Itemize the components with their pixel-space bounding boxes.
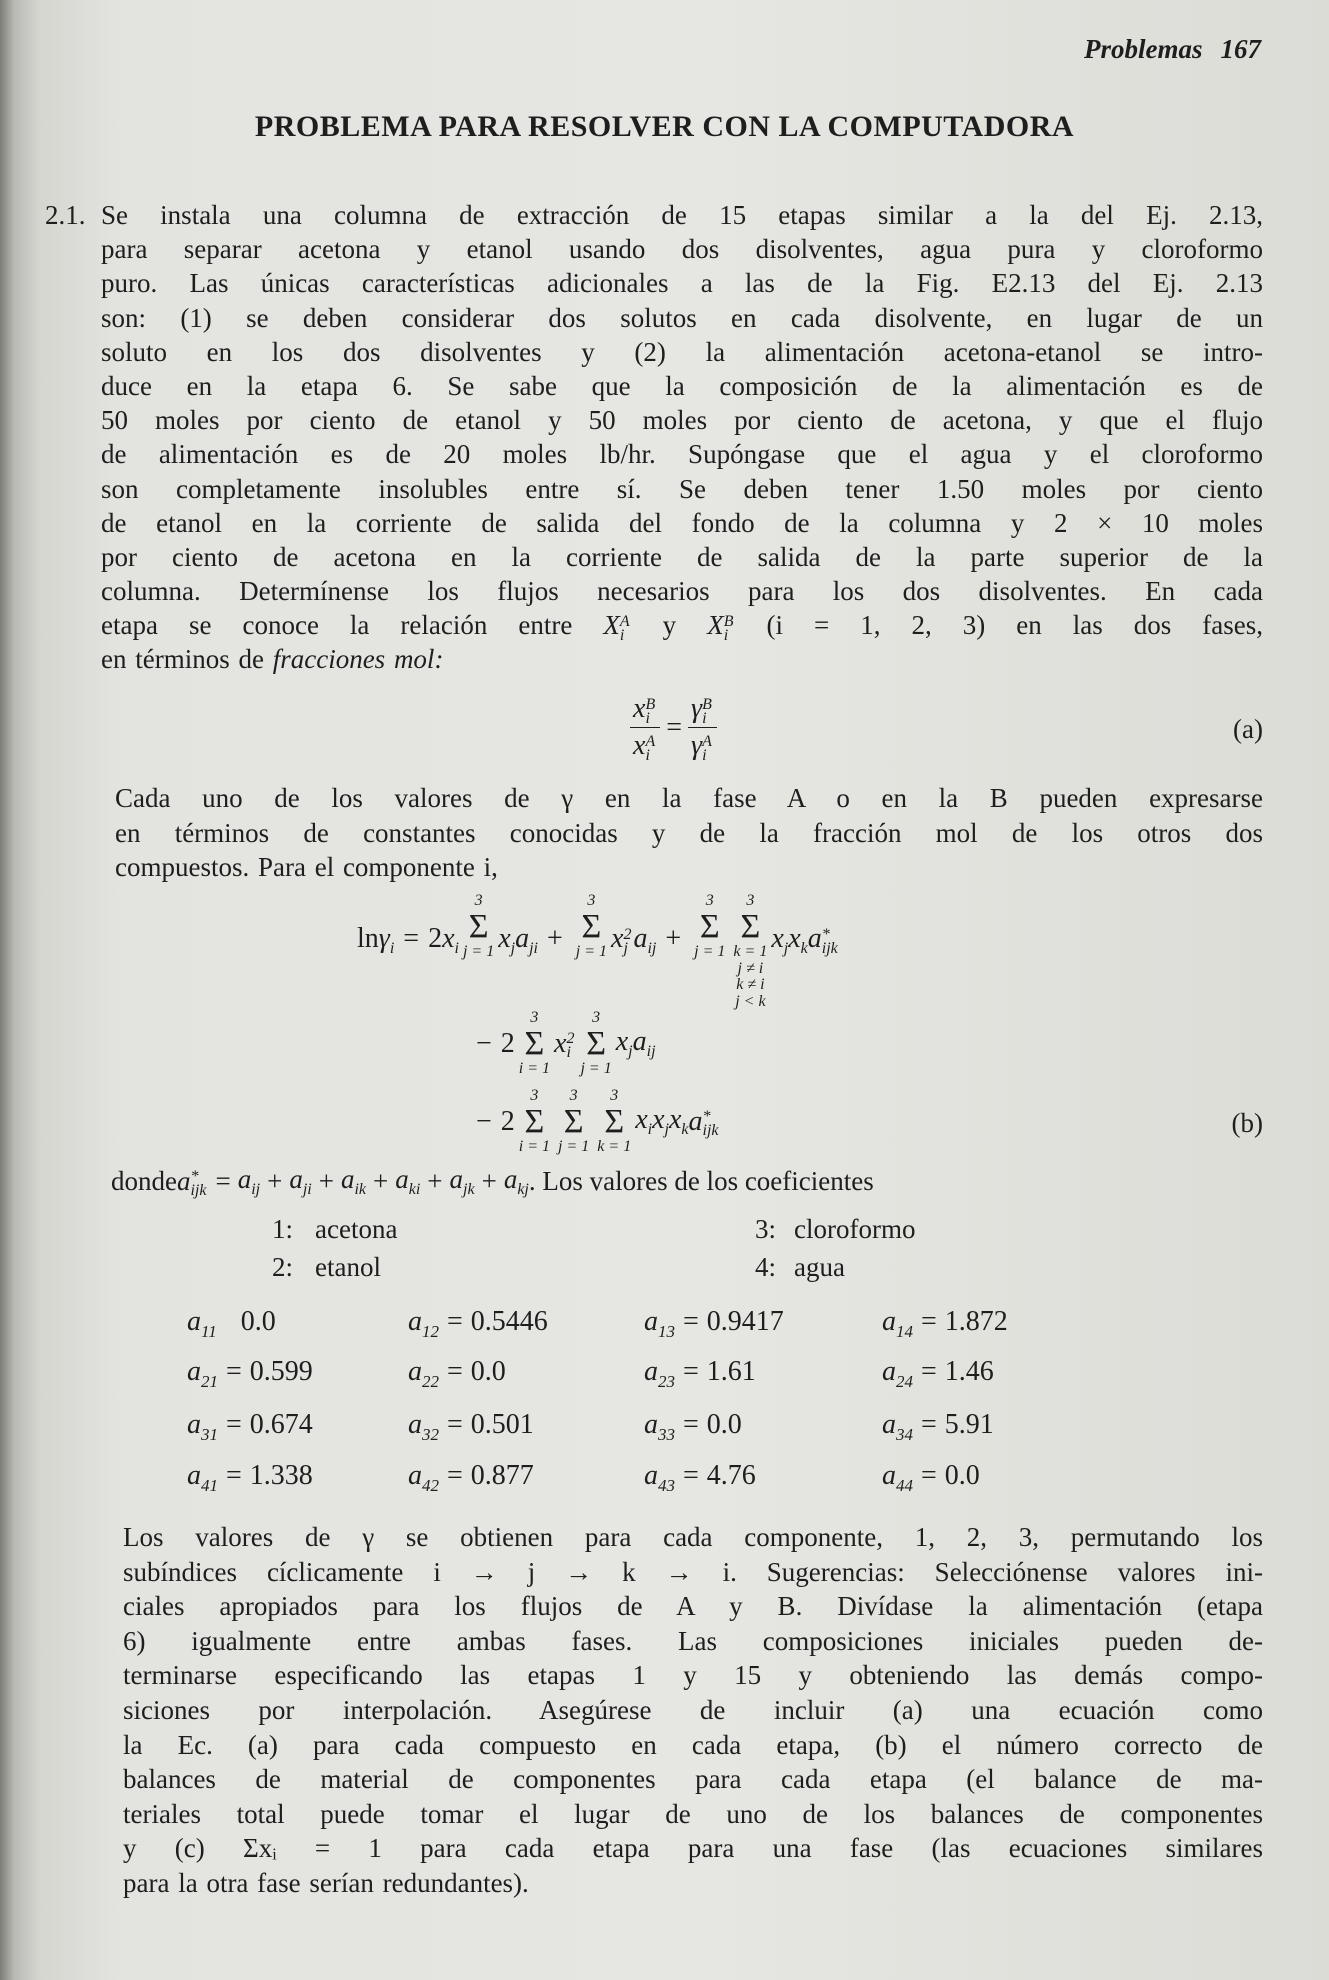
operator: + [427, 1166, 443, 1196]
subscript: j [628, 1043, 633, 1061]
coefficient-symbol: a [187, 1409, 201, 1440]
component-3: 3: cloroformo [755, 1214, 916, 1244]
coefficient-value: 1.46 [944, 1356, 994, 1387]
paragraph-line: por ciento de acetona en la corriente de salida de la parte superior de la [101, 541, 1263, 572]
math-variable [611, 923, 633, 955]
paragraph-line: subíndices cíclicamente i → j → k → i. Sugerencias: Selecciónense valores ini- [123, 1556, 1263, 1587]
math-variable [633, 923, 656, 958]
paragraph-line: son completamente insolubles entre sí. Se deben tener 1.50 moles por ciento [101, 473, 1263, 504]
operator: + [665, 923, 682, 954]
equation-label-a: (a) [1233, 714, 1263, 744]
paragraph-line: la Ec. (a) para cada compuesto en cada etapa, (b) el número correcto de [123, 1729, 1263, 1760]
equals-sign: = [447, 1460, 463, 1491]
coefficient-subscript: 43 [658, 1476, 675, 1495]
superscript: * [190, 1168, 199, 1186]
subscript: i [702, 709, 707, 727]
subscript: i [454, 940, 459, 957]
coefficient-subscript: 31 [201, 1425, 218, 1444]
subscript: k [800, 940, 808, 957]
equals-sign: = [447, 1409, 463, 1440]
coefficient-subscript: 33 [658, 1425, 675, 1444]
coefficient-symbol: a [408, 1306, 422, 1337]
paragraph-3 [123, 1520, 1263, 1901]
variable-symbol: a [289, 1164, 303, 1194]
subscript: j [623, 939, 628, 957]
summation [558, 1088, 589, 1156]
sum-lower-limit: k ≠ i [736, 976, 765, 994]
variable-symbol: x [788, 923, 801, 954]
coefficient-cell [882, 1356, 994, 1392]
sum-lower-limit: j = 1 [580, 1059, 612, 1077]
coefficient-value: 1.338 [249, 1460, 313, 1491]
equals-sign: = [921, 1306, 937, 1337]
superscript: B [702, 695, 712, 713]
coefficient-subscript: 34 [896, 1425, 913, 1444]
coefficient-cell [644, 1306, 784, 1342]
superscript: * [702, 1108, 711, 1126]
equation-label-b: (b) [1231, 1108, 1263, 1138]
variable-symbol: x [635, 1104, 648, 1136]
paragraph-line: terminarse especificando las etapas 1 y 15 y obteniendo las demás compo- [123, 1660, 1263, 1691]
subscript: i [566, 1044, 571, 1062]
variable-symbol: x [615, 1026, 629, 1058]
subscript: i [702, 746, 707, 764]
math-variable [652, 1104, 669, 1139]
coefficient-value: 0.0 [706, 1409, 742, 1440]
math-x-a: X A i [603, 610, 630, 645]
sup-sub [702, 1108, 719, 1140]
math-variable [238, 1164, 260, 1199]
sum-upper-limit: 3 [474, 892, 483, 909]
summation [463, 893, 494, 961]
coefficient-symbol: a [882, 1409, 896, 1440]
subscript: jk [463, 1181, 475, 1198]
variable-symbol: γ [691, 693, 703, 724]
paragraph-line: balances de material de componentes para cada etapa (el balance de ma- [123, 1764, 1263, 1795]
coefficient-symbol: a [644, 1306, 658, 1337]
paragraph-line [101, 608, 1264, 645]
coefficient-value: 5.91 [944, 1409, 994, 1440]
coefficient-value: 0.501 [470, 1409, 534, 1440]
variable-symbol: x [442, 923, 455, 954]
subscript: j [510, 940, 516, 957]
math-text: . Los valores de los coeficientes [528, 1166, 874, 1196]
sup-sub [702, 734, 712, 762]
paragraph-line: teriales total puede tomar el lugar de uno de los balances de componentes [123, 1798, 1263, 1829]
coefficient-value: 0.877 [470, 1460, 534, 1491]
coefficient-subscript: 32 [422, 1425, 439, 1444]
sigma-symbol: Σ [468, 907, 489, 945]
superscript: 2 [623, 925, 632, 943]
variable-symbol: x [554, 1027, 567, 1059]
coefficient-subscript: 24 [896, 1372, 913, 1391]
subscript: ki [408, 1181, 421, 1198]
coefficient-cell [882, 1409, 994, 1445]
summation [733, 893, 767, 1011]
operator: − [476, 1027, 492, 1059]
math-variable [450, 1164, 475, 1199]
variable-symbol: a [688, 1105, 703, 1137]
summation [576, 893, 607, 961]
coefficient-value: 0.0 [470, 1356, 506, 1387]
coefficient-subscript: 11 [201, 1322, 217, 1341]
subscript: ji [529, 940, 538, 957]
equals-sign: = [921, 1460, 937, 1491]
variable-symbol: a [632, 1026, 647, 1058]
math-variable [395, 1164, 420, 1199]
section-name: Problemas [1084, 34, 1203, 64]
variable-symbol: a [515, 923, 530, 954]
coefficient-cell [644, 1460, 756, 1496]
math-variable [691, 730, 714, 764]
subscript: ijk [702, 1122, 719, 1140]
coefficient-value: 0.0 [944, 1460, 980, 1491]
component-1: 1: acetona [272, 1214, 398, 1244]
paragraph-line: para separar acetona y etanol usando dos disolventes, agua pura y cloroformo [101, 234, 1263, 265]
coefficient-subscript: 21 [201, 1372, 218, 1391]
sum-lower-limit: j = 1 [694, 942, 726, 960]
variable-symbol: x [611, 923, 624, 954]
coefficient-subscript: 13 [658, 1322, 675, 1341]
sum-lower-limit: j = 1 [558, 1137, 590, 1155]
equals-sign: = [921, 1409, 937, 1440]
equals-sign: = [683, 1409, 699, 1440]
sum-lower-limit: k = 1 [597, 1137, 632, 1155]
sum-upper-limit: 3 [530, 1009, 539, 1026]
variable-symbol: a [503, 1164, 518, 1194]
paragraph-line: son: (1) se deben considerar dos solutos en cada disolvente, en lugar de un [101, 302, 1263, 333]
coefficient-cell [408, 1306, 548, 1342]
component-2: 2: etanol [272, 1252, 381, 1282]
coefficient-value: 4.76 [706, 1460, 756, 1491]
summation [580, 1010, 611, 1078]
math-variable [689, 1106, 721, 1138]
math-variable [788, 923, 808, 958]
equals-sign: = [921, 1356, 937, 1387]
sup-sub [645, 697, 655, 725]
math-variable [554, 1028, 576, 1060]
math-variable [616, 1026, 633, 1061]
variable-symbol: x [633, 730, 646, 761]
paragraph-line: 6) igualmente entre ambas fases. Las composiciones iniciales pueden de- [123, 1625, 1263, 1656]
subscript: j [664, 1121, 669, 1139]
math-variable [633, 730, 657, 764]
subscript: ij [647, 940, 657, 957]
coefficient-subscript: 44 [896, 1476, 913, 1495]
equals-sign: = [683, 1356, 699, 1387]
sum-upper-limit: 3 [705, 892, 714, 909]
page-number: 167 [1220, 34, 1261, 64]
paragraph-1 [101, 198, 1263, 677]
equation-b-line-3 [467, 1088, 721, 1156]
coefficient-value: 0.674 [249, 1409, 313, 1440]
sigma-symbol: Σ [563, 1102, 584, 1140]
paragraph-line: puro. Las únicas características adicionales a las de la Fig. E2.13 del Ej. 2.13 [101, 268, 1263, 299]
subscript: i [645, 746, 650, 764]
paragraph-line: soluto en los dos disolventes y (2) la alimentación acetona-etanol se intro- [101, 336, 1263, 367]
text-segment: en términos de [101, 644, 264, 675]
sigma-symbol: Σ [586, 1024, 606, 1062]
sum-upper-limit: 3 [530, 1087, 539, 1104]
math-text: 2 [500, 1027, 515, 1059]
equals-sign: = [683, 1306, 699, 1337]
coefficient-symbol: a [882, 1460, 896, 1491]
coefficient-symbol: a [408, 1460, 422, 1491]
sum-lower-limit: j < k [735, 993, 766, 1011]
coefficient-subscript: 12 [422, 1322, 439, 1341]
math-variable [442, 923, 459, 958]
subscript: ji [302, 1181, 312, 1198]
superscript: A [702, 732, 712, 750]
coefficient-symbol: a [644, 1356, 658, 1387]
fraction-right [688, 693, 717, 762]
coefficient-symbol: a [408, 1356, 422, 1387]
variable-symbol: a [807, 923, 822, 954]
math-variable [771, 923, 788, 958]
variable-symbol: a [237, 1164, 252, 1194]
math-variable [808, 923, 840, 955]
subscript: i [389, 940, 395, 957]
paragraph-line: ciales apropiados para los flujos de A y B. Divídase la alimentación (etapa [123, 1591, 1263, 1622]
coefficient-symbol: a [187, 1460, 201, 1491]
operator: + [547, 923, 563, 954]
subscript: ijk [190, 1182, 207, 1200]
coefficient-value: 0.9417 [706, 1306, 784, 1337]
sum-lower-limit: i = 1 [518, 1059, 551, 1077]
sum-lower-limit: k = 1 [733, 942, 768, 960]
math-text: donde [111, 1166, 177, 1196]
variable-symbol: x [498, 923, 511, 954]
paragraph-line: 50 moles por ciento de etanol y 50 moles por ciento de acetona, y que el flujo [101, 405, 1263, 436]
coefficient-cell [408, 1356, 506, 1392]
coefficient-subscript: 23 [658, 1372, 675, 1391]
superscript: B [645, 695, 656, 713]
math-variable [515, 923, 538, 958]
operator: + [481, 1166, 497, 1196]
sup-sub [645, 734, 655, 762]
coefficient-subscript: 14 [896, 1322, 913, 1341]
equals-sign: = [666, 711, 683, 743]
variable-symbol: x [652, 1104, 665, 1136]
operator: = [215, 1166, 231, 1196]
math-variable [691, 693, 714, 727]
sup-sub [702, 697, 712, 725]
coefficient-cell [408, 1409, 534, 1445]
summation [694, 893, 725, 961]
sigma-symbol: Σ [740, 907, 761, 945]
variable-symbol: a [176, 1165, 191, 1196]
variable-symbol: a [449, 1164, 464, 1194]
variable-symbol: x [771, 923, 784, 954]
coefficient-cell [644, 1409, 742, 1445]
paragraph-line [101, 642, 1263, 676]
paragraph-line: en términos de constantes conocidas y de la fracción mol de los otros dos [115, 817, 1263, 848]
sup-sub [822, 927, 838, 955]
variable-symbol: a [633, 923, 648, 954]
operator: + [318, 1166, 334, 1196]
coefficient-cell [187, 1356, 313, 1392]
variable-symbol: a [395, 1164, 409, 1194]
paragraph-line: Cada uno de los valores de γ en la fase A o en la B pueden expresarse [115, 783, 1263, 813]
definition-line [111, 1164, 874, 1199]
paragraph-line: columna. Determínense los flujos necesarios para los dos disolventes. En cada [101, 576, 1263, 607]
sum-lower-limit: j = 1 [575, 942, 608, 960]
coefficient-symbol: a [882, 1356, 896, 1387]
subscript: ijk [821, 939, 838, 957]
summation [519, 1088, 550, 1156]
paragraph-line: compuestos. Para el componente i, [115, 852, 498, 883]
equals-sign: = [683, 1460, 699, 1491]
sigma-symbol: Σ [524, 1024, 545, 1062]
math-variable [633, 1026, 656, 1061]
subscript: ij [646, 1043, 656, 1061]
text-segment: (i = 1, 2, 3) en las dos fases, [766, 610, 1264, 641]
subscript: i [647, 1121, 653, 1139]
problem-number: 2.1. [45, 200, 86, 230]
sigma-symbol: Σ [524, 1102, 545, 1140]
equals-sign: = [226, 1356, 242, 1387]
math-variable [635, 1104, 652, 1139]
variable-symbol: x [633, 693, 646, 724]
coefficient-value: 0.5446 [470, 1306, 548, 1337]
subscript: kj [517, 1181, 529, 1198]
coefficient-value: 1.872 [944, 1306, 1008, 1337]
variable-symbol: γ [691, 730, 703, 761]
coefficient-subscript: 42 [422, 1476, 439, 1495]
subscript: k [681, 1121, 689, 1139]
superscript: A [645, 732, 656, 750]
subscript: ik [354, 1181, 367, 1198]
paragraph-line: siciones por interpolación. Asegúrese de incluir (a) una ecuación como [123, 1694, 1263, 1725]
paragraph-2 [115, 781, 1263, 885]
text-segment: etapa se conoce la relación entre [101, 610, 573, 641]
summation [519, 1010, 550, 1078]
coefficient-symbol: a [882, 1306, 896, 1337]
equals-sign: = [226, 1460, 242, 1491]
operator: + [373, 1166, 389, 1196]
coefficient-cell [882, 1306, 1008, 1342]
sum-upper-limit: 3 [610, 1087, 619, 1104]
sup-sub [190, 1168, 207, 1200]
sum-upper-limit: 3 [746, 892, 755, 909]
coefficient-value: 0.599 [249, 1356, 313, 1387]
sum-lower-limit: j = 1 [462, 942, 495, 960]
math-text: ln [357, 923, 379, 954]
coefficient-cell [882, 1460, 980, 1496]
equation-b-line-1 [357, 892, 840, 1011]
variable-symbol: a [340, 1164, 355, 1194]
variable-symbol: γ [378, 923, 390, 954]
math-text: 2 [500, 1105, 515, 1137]
italic-text: fracciones mol: [272, 644, 444, 675]
coefficient-value: 0.0 [240, 1306, 276, 1337]
running-header [1084, 34, 1261, 65]
coefficient-symbol: a [187, 1356, 201, 1387]
superscript: * [821, 925, 830, 943]
math-x-b: X B i [707, 610, 734, 645]
sum-lower-limit: i = 1 [518, 1137, 551, 1155]
coefficient-cell [644, 1356, 756, 1392]
coefficient-cell [408, 1460, 534, 1496]
fraction-left [630, 693, 660, 762]
sum-upper-limit: 3 [592, 1009, 601, 1026]
subscript: i [645, 709, 650, 727]
equals-sign: = [226, 1409, 242, 1440]
equals-sign: = [447, 1356, 463, 1387]
paragraph-line: de alimentación es de 20 moles lb/hr. Supóngase que el agua y el cloroformo [101, 439, 1263, 470]
paragraph-line: duce en la etapa 6. Se sabe que la composición de la alimentación es de [101, 370, 1263, 401]
coefficient-value: 1.61 [706, 1356, 756, 1387]
math-variable [504, 1164, 529, 1199]
coefficient-symbol: a [644, 1409, 658, 1440]
paragraph-line: Se instala una columna de extracción de 15 etapas similar a la del Ej. 2.13, [101, 200, 1263, 230]
equation-b-line-2 [467, 1010, 656, 1078]
sup-sub [623, 927, 631, 955]
summation [597, 1088, 631, 1156]
math-variable [498, 923, 515, 958]
math-variable [379, 923, 395, 958]
subscript: j [783, 940, 789, 957]
operator: + [267, 1166, 283, 1196]
paragraph-line: de etanol en la corriente de salida del fondo de la columna y 2 × 10 moles [101, 507, 1263, 538]
paragraph-line: para la otra fase serían redundantes). [123, 1867, 529, 1898]
coefficient-symbol: a [408, 1409, 422, 1440]
operator: − [476, 1105, 492, 1137]
sum-upper-limit: 3 [569, 1087, 578, 1104]
coefficient-subscript: 22 [422, 1372, 439, 1391]
variable-symbol: x [668, 1104, 682, 1136]
math-variable [177, 1166, 209, 1198]
math-variable [633, 693, 657, 727]
operator: = [403, 923, 420, 954]
coefficient-cell [187, 1460, 313, 1496]
coefficient-symbol: a [187, 1306, 201, 1337]
math-variable [669, 1104, 689, 1139]
sigma-symbol: Σ [604, 1102, 625, 1140]
paragraph-line: Los valores de γ se obtienen para cada componente, 1, 2, 3, permutando los [123, 1522, 1263, 1552]
sigma-symbol: Σ [699, 907, 720, 945]
math-text: 2 [428, 923, 443, 954]
math-variable [289, 1164, 311, 1199]
subscript: ij [251, 1181, 261, 1198]
superscript: 2 [566, 1030, 575, 1048]
coefficient-symbol: a [644, 1460, 658, 1491]
coefficient-subscript: 41 [201, 1476, 218, 1495]
sum-upper-limit: 3 [587, 892, 596, 909]
coefficient-cell [187, 1409, 313, 1445]
equals-sign: = [447, 1306, 463, 1337]
sigma-symbol: Σ [581, 907, 602, 945]
text-segment: y [662, 610, 677, 641]
sum-lower-limit: j ≠ i [737, 959, 764, 977]
coefficient-cell [187, 1306, 276, 1342]
math-variable [341, 1164, 366, 1199]
paragraph-line: y (c) Σxᵢ = 1 para cada etapa para una fase (las ecuaciones similares [123, 1833, 1263, 1864]
equation-a [626, 693, 721, 762]
component-4: 4: agua [755, 1252, 845, 1282]
page-title: PROBLEMA PARA RESOLVER CON LA COMPUTADORA [254, 110, 1075, 143]
sup-sub [566, 1030, 575, 1062]
